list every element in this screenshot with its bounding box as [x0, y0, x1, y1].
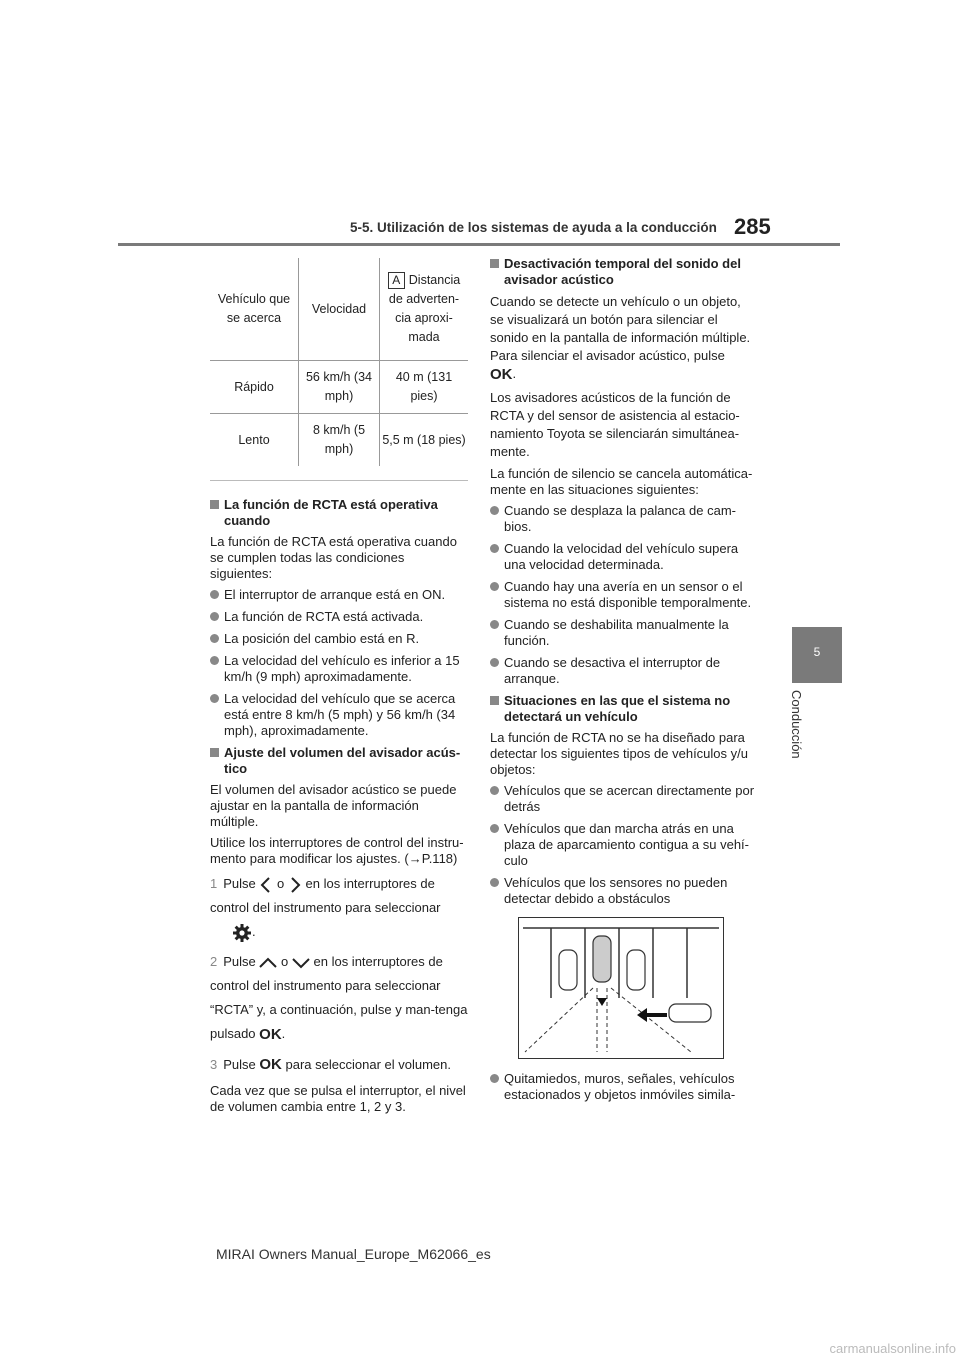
table-cell: 56 km/h (34 mph): [299, 361, 380, 414]
table-header-speed: Velocidad: [299, 258, 380, 361]
table-cell: Lento: [210, 414, 299, 467]
step-text: en los interruptores de control del instrumento para seleccionar: [210, 876, 441, 915]
mute-text: Cuando se detecte un vehículo o un objeto, se visualizará un botón para silenciar el sonido en la pantalla de información múltiple. Para silenciar el avisador acústico, pulse: [490, 294, 751, 363]
mute-heading: Desactivación temporal del sonido del avisador acústico: [490, 256, 756, 288]
header-rule: [118, 243, 840, 246]
footer-manual: MIRAI Owners Manual_Europe_M62066_es: [216, 1246, 491, 1262]
table-header-distance-label: Distancia de adverten-cia aproxi-mada: [388, 273, 461, 344]
marker-a: A: [388, 272, 405, 289]
step-number: 1: [210, 876, 218, 891]
warning-distance-table: [210, 258, 468, 466]
table-cell: Rápido: [210, 361, 299, 414]
chapter-label: Conducción: [789, 690, 804, 759]
mute-paragraph: La función de silencio se cancela automática-mente en las situaciones siguientes:: [490, 465, 753, 497]
step-text: .: [252, 924, 256, 939]
table-row: [210, 414, 468, 467]
footer-watermark: carmanualsonline.info: [829, 1341, 956, 1356]
step-text: para seleccionar el volumen.: [285, 1056, 451, 1072]
rcta-heading: La función de RCTA está operativa cuando: [210, 497, 468, 529]
table-header-distance: [380, 258, 469, 361]
mute-text: .: [512, 366, 517, 381]
chevron-right-icon: [288, 877, 302, 893]
step-number: 2: [210, 954, 218, 969]
list-item: La posición del cambio está en R.: [210, 631, 468, 647]
ok-icon: OK: [259, 1025, 282, 1043]
table-row: [210, 361, 468, 414]
chevron-up-icon: [259, 957, 277, 969]
nodetect-heading: Situaciones en las que el sistema no detectará un vehículo: [490, 693, 756, 725]
page-number: 285: [734, 214, 771, 239]
ok-icon: OK: [490, 365, 513, 383]
section-title: 5-5. Utilización de los sistemas de ayuda a la conducción: [350, 220, 717, 235]
list-item: La velocidad del vehículo que se acerca está entre 8 km/h (5 mph) y 56 km/h (34 mph), aproximadamente.: [210, 691, 468, 739]
list-item: El interruptor de arranque está en ON.: [210, 587, 468, 603]
chapter-tab: 5: [792, 627, 842, 683]
chevron-down-icon: [292, 957, 310, 969]
step-2: [210, 950, 468, 1047]
step-text: en los interruptores de control del instrumento para seleccionar “RCTA” y, a continuación, pulse y man-tenga pulsado: [210, 954, 468, 1041]
step-text: o: [281, 954, 289, 969]
volume-paragraph: Cada vez que se pulsa el interruptor, el nivel de volumen cambia entre 1, 2 y 3.: [210, 1083, 466, 1115]
list-item: La velocidad del vehículo es inferior a 15 km/h (9 mph) aproximadamente.: [210, 653, 468, 685]
rcta-intro: La función de RCTA está operativa cuando se cumplen todas las condiciones siguientes:: [210, 534, 457, 581]
nodetect-paragraph: La función de RCTA no se ha diseñado para detectar los siguientes tipos de vehículos y/u objetos:: [490, 729, 748, 777]
list-item: Vehículos que se acercan directamente por detrás: [490, 783, 756, 815]
list-item: Cuando hay una avería en un sensor o el sistema no está disponible temporalmente.: [490, 579, 756, 611]
chevron-left-icon: [259, 877, 273, 893]
step-text: .: [281, 1026, 286, 1041]
list-item: Vehículos que los sensores no pueden detectar debido a obstáculos: [490, 875, 756, 907]
table-header-vehicle: Vehículo que se acerca: [210, 258, 299, 361]
gear-icon: [232, 923, 252, 943]
volume-paragraph: El volumen del avisador acústico se puede ajustar en la pantalla de información múltiple.: [210, 782, 457, 829]
table-cell: 40 m (131 pies): [380, 361, 469, 414]
right-column: [490, 256, 756, 1109]
list-item: Cuando se deshabilita manualmente la función.: [490, 617, 756, 649]
step-text: Pulse: [223, 954, 256, 969]
list-item: La función de RCTA está activada.: [210, 609, 468, 625]
step-text: Pulse: [223, 876, 256, 891]
list-item: Quitamiedos, muros, señales, vehículos estacionados y objetos inmóviles simila-: [490, 1071, 756, 1103]
mute-paragraph: [490, 293, 756, 384]
list-item: Cuando la velocidad del vehículo supera una velocidad determinada.: [490, 541, 756, 573]
step-3: [210, 1053, 468, 1078]
mute-paragraph: Los avisadores acústicos de la función de RCTA y del sensor de asistencia al estacio-namiento Toyota se silenciarán simultánea-mente.: [490, 389, 740, 459]
volume-heading: Ajuste del volumen del avisador acús-tico: [210, 745, 468, 777]
table-cell: 5,5 m (18 pies): [382, 432, 466, 447]
table-cell: 8 km/h (5 mph): [299, 414, 380, 467]
left-column: [210, 258, 468, 1120]
list-item: Cuando se desactiva el interruptor de arranque.: [490, 655, 756, 687]
list-item: Cuando se desplaza la palanca de cam-bios.: [490, 503, 756, 535]
table-rule: [210, 480, 468, 481]
step-text: o: [277, 876, 285, 891]
step-1: [210, 872, 468, 944]
parking-diagram: [518, 917, 724, 1059]
step-text: Pulse: [223, 1056, 256, 1072]
ok-icon: OK: [259, 1056, 282, 1074]
step-number: 3: [210, 1056, 218, 1072]
list-item: Vehículos que dan marcha atrás en una plaza de aparcamiento contigua a su vehí-culo: [490, 821, 756, 869]
volume-paragraph: Utilice los interruptores de control del instru-mento para modificar los ajustes. (→P.118): [210, 835, 464, 866]
